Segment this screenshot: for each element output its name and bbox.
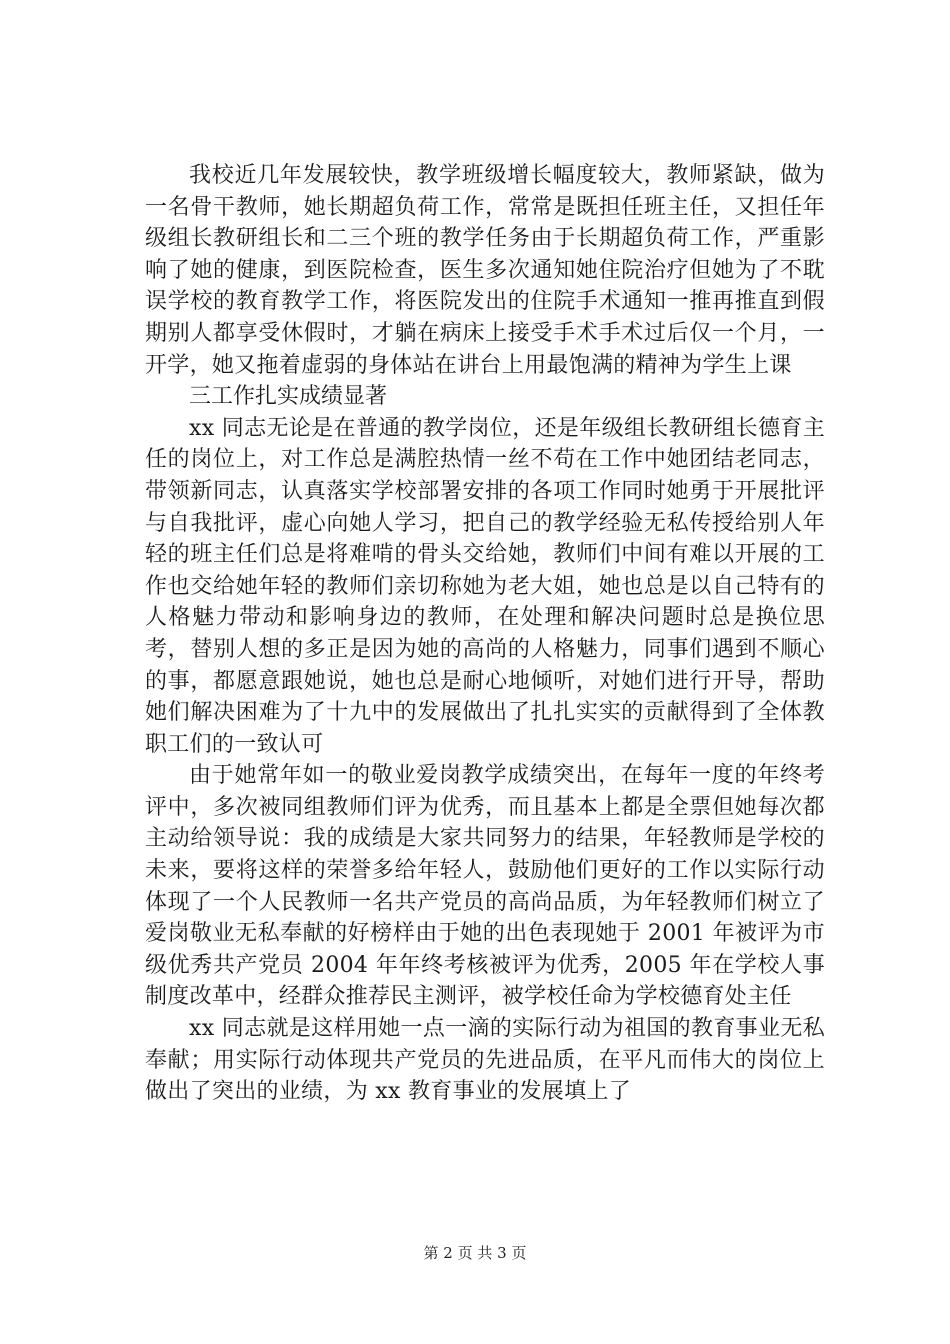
paragraph-conclusion: xx 同志就是这样用她一点一滴的实际行动为祖国的教育事业无私奉献；用实际行动体现共产党员的先进品质，在平凡而伟大的岗位上做出了突出的业绩，为 xx 教育事业的发展填上了 xyxy=(145,1016,825,1105)
paragraph-achievements: 由于她常年如一的敬业爱岗教学成绩突出，在每年一度的年终考评中，多次被同组教师们评为优秀，而且基本上都是全票但她每次都主动给领导说：我的成绩是大家共同努力的结果，年轻教师是学校的未来，要将这样的荣誉多给年轻人，鼓励他们更好的工作以实际行动体现了一个人民教师一名共产党员的高尚品质，为年轻教师们树立了爱岗敬业无私奉献的好榜样由于她的出色表现她于 2001 年被评为市级优秀共产党员 2004 年年终考核被评为优秀，2005 年在学校人事制度改革中，经群众推荐民主测评，被学校任命为学校德育处主任 xyxy=(145,763,825,1010)
document-body xyxy=(145,160,825,1108)
paragraph-teamwork: xx 同志无论是在普通的教学岗位，还是年级组长教研组长德育主任的岗位上，对工作总是满腔热情一丝不苟在工作中她团结老同志，带领新同志，认真落实学校部署安排的各项工作同时她勇于开展批评与自我批评，虚心向她人学习，把自己的教学经验无私传授给别人年轻的班主任们总是将难啃的骨头交给她，教师们中间有难以开展的工作也交给她年轻的教师们亲切称她为老大姐，她也总是以自己特有的人格魅力带动和影响身边的教师，在处理和解决问题时总是换位思考，替别人想的多正是因为她的高尚的人格魅力，同事们遇到不顺心的事，都愿意跟她说，她也总是耐心地倾听，对她们进行开导，帮助她们解决困难为了十九中的发展做出了扎扎实实的贡献得到了全体教职工们的一致认可 xyxy=(145,415,825,757)
paragraph-workload: 我校近几年发展较快，教学班级增长幅度较大，教师紧缺，做为一名骨干教师，她长期超负荷工作，常常是既担任班主任，又担任年级组长教研组长和二三个班的教学任务由于长期超负荷工作，严重影响了她的健康，到医院检查，医生多次通知她住院治疗但她为了不耽误学校的教育教学工作，将医院发出的住院手术通知一推再推直到假期别人都享受休假时，才躺在病床上接受手术手术过后仅一个月，一开学，她又拖着虚弱的身体站在讲台上用最饱满的精神为学生上课 xyxy=(145,163,825,378)
section-heading: 三工作扎实成绩显著 xyxy=(189,384,388,410)
page-footer: 第 2 页 共 3 页 xyxy=(423,1244,527,1262)
